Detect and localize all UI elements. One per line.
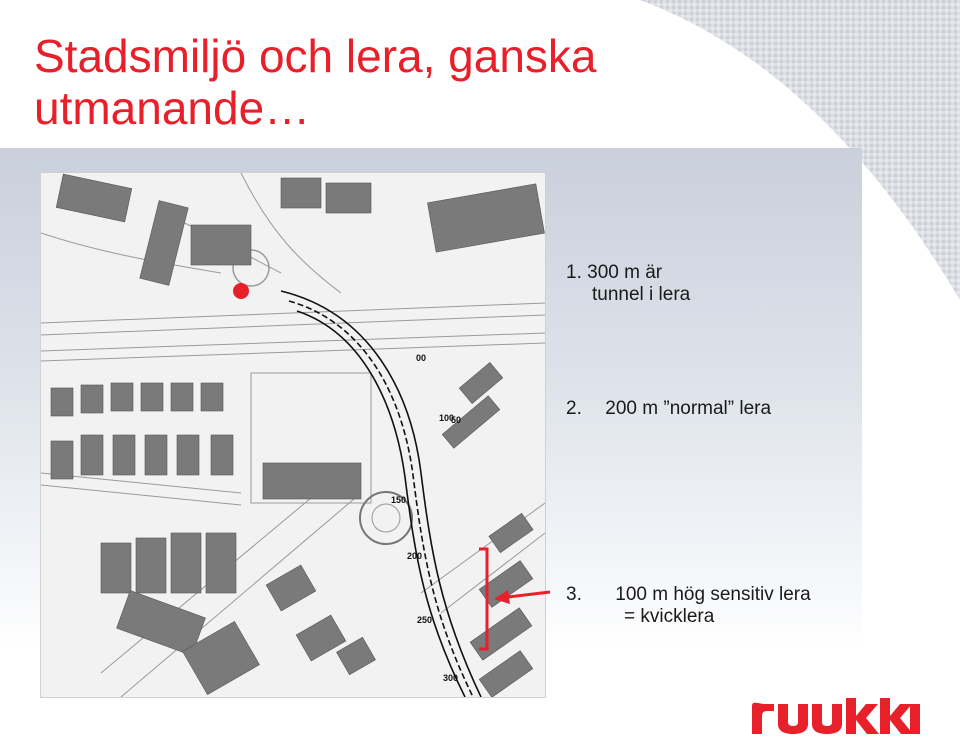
- list-item-2: [566, 398, 771, 420]
- city-map-image: [40, 172, 546, 698]
- chainage-label: 50: [451, 415, 462, 425]
- site-marker-icon: [233, 283, 249, 299]
- list-item-text-line-2: = kvicklera: [624, 606, 715, 627]
- list-item-number: 1.: [566, 262, 582, 283]
- chainage-label: 150: [391, 495, 407, 505]
- list-item-text: 300 m är: [587, 262, 663, 283]
- list-item-number: 2.: [566, 398, 582, 419]
- list-item-text-line-2: tunnel i lera: [592, 284, 691, 305]
- chainage-label: 200: [407, 551, 423, 561]
- list-item-1: [566, 262, 690, 306]
- title-line-2: utmanande…: [34, 82, 311, 134]
- chainage-label: 300: [443, 673, 459, 683]
- list-item-3: [566, 584, 811, 628]
- ruukki-logo: [752, 698, 920, 734]
- chainage-label: 00: [416, 353, 427, 363]
- title-line-1: Stadsmiljö och lera, ganska: [34, 30, 597, 82]
- chainage-label: 250: [417, 615, 433, 625]
- chainage-label: 100: [439, 413, 455, 423]
- list-item-number: 3.: [566, 584, 582, 605]
- slide-title: [34, 30, 674, 134]
- list-item-text: 200 m ”normal” lera: [605, 398, 772, 419]
- list-item-text: 100 m hög sensitiv lera: [615, 584, 811, 605]
- map-drawing: [41, 173, 545, 697]
